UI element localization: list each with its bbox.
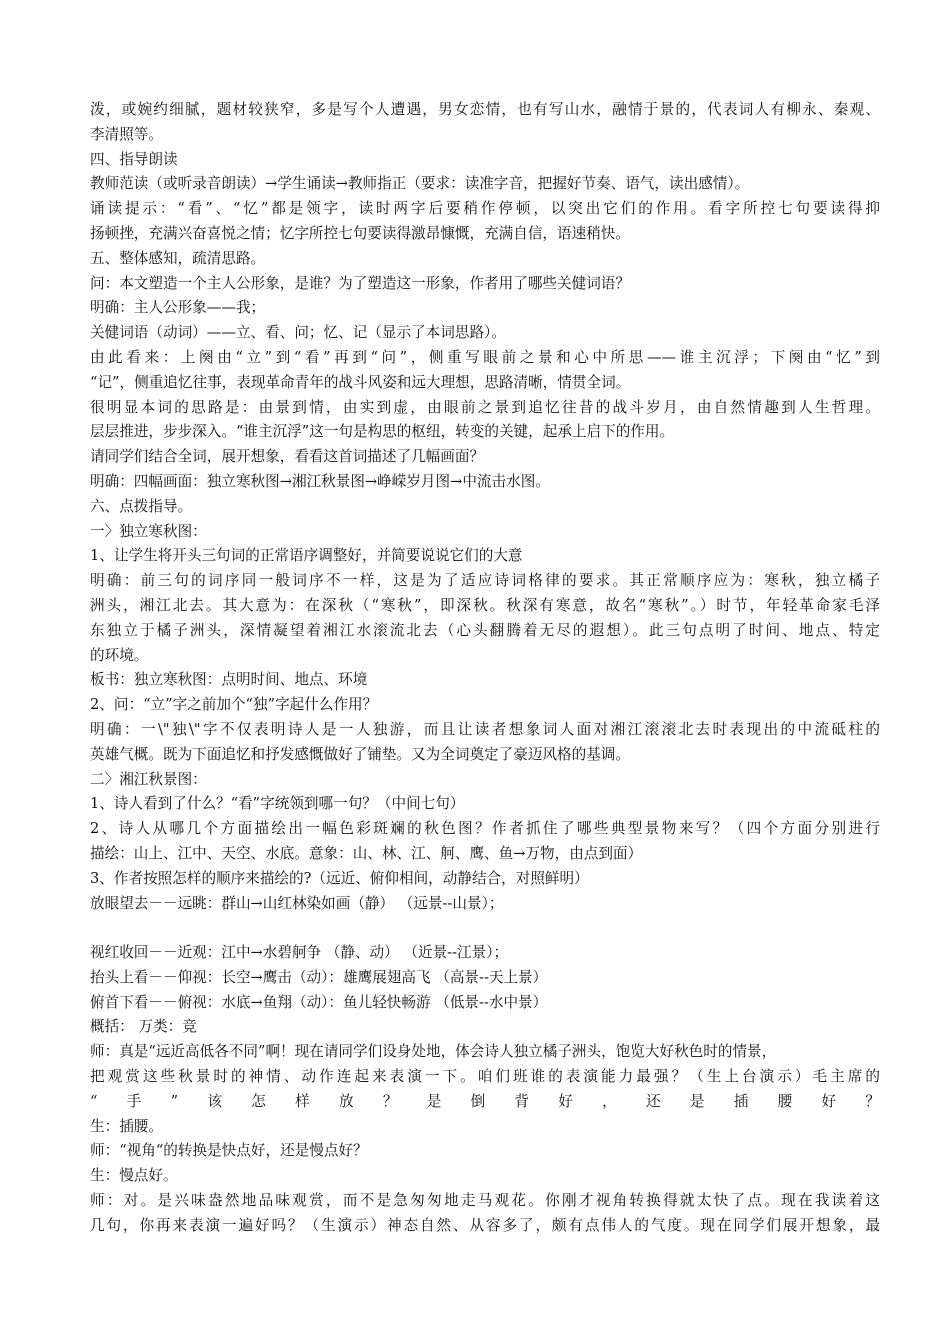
text-line: 五、整体感知，疏清思路。 — [90, 249, 266, 267]
text-line: 明确：四幅画面：独立寒秋图→湘江秋景图→峥嵘岁月图→中流击水图。 — [90, 472, 550, 490]
text-line: 放眼望去－－远眺：群山→山红林染如画（静） （远景--山景）； — [90, 894, 504, 912]
text-line: 洲头，湘江北去。其大意为：在深秋（“寒秋”，即深秋。秋深有寒意，故名“寒秋”。）时节，年轻革命家毛泽 — [90, 596, 880, 614]
text-line: 明确：一\"独\"字不仅表明诗人是一人独游，而且让读者想象词人面对湘江滚滚北去时表现出的中流砥柱的 — [90, 720, 880, 738]
text-line: 师：“视角“的转换是快点好，还是慢点好？ — [90, 1142, 368, 1160]
text-line: 明确：主人公形象——我； — [90, 299, 266, 317]
text-line: 师：对。是兴味盎然地品味观赏，而不是急匆匆地走马观花。你刚才视角转换得就太快了点。现在我读着这 — [90, 1192, 880, 1210]
text-line: 六、点拨指导。 — [90, 497, 193, 515]
text-line: 一〉独立寒秋图： — [90, 522, 207, 540]
text-line: 视红收回－－近观：江中→水碧舸争 （静、动） （近景--江景）； — [90, 944, 509, 962]
text-line: 2、问：“立”字之前加个“独”字起什么作用？ — [90, 696, 378, 714]
text-line: 1、让学生将开头三句词的正常语序调整好，并简要说说它们的大意 — [90, 547, 523, 565]
text-line: 二〉湘江秋景图： — [90, 770, 207, 788]
text-line: 请同学们结合全词，展开想象，看看这首词描述了几幅画面？ — [90, 448, 485, 466]
text-line: 抬头上看－－仰视：长空→鹰击（动）：雄鹰展翅高飞 （高景--天上景） — [90, 968, 548, 986]
text-line: 把观赏这些秋景时的神情、动作连起来表演一下。咱们班谁的表演能力最强？（生上台演示）毛主席的 — [90, 1068, 880, 1086]
text-line: 俯首下看－－俯视：水底→鱼翔（动）：鱼儿轻快畅游 （低景--水中景） — [90, 993, 548, 1011]
text-line: 的环境。 — [90, 646, 149, 664]
text-line: 四、指导朗读 — [90, 150, 178, 168]
text-line: 泼，或婉约细腻，题材较狭窄，多是写个人遭遇，男女恋情，也有写山水，融情于景的，代表词人有柳永、秦观、 — [90, 101, 880, 118]
blank-line — [90, 916, 880, 941]
document-body — [90, 98, 880, 1239]
text-line: 问：本文塑造一个主人公形象，是谁？为了塑造这一形象，作者用了哪些关健词语？ — [90, 274, 630, 292]
text-line: 教师范读（或听录音朗读）→学生诵读→教师指正（要求：读准字音，把握好节奏、语气，读出感情）。 — [90, 175, 750, 193]
text-line: 明确：前三句的词序同一般词序不一样，这是为了适应诗词格律的要求。其正常顺序应为：寒秋，独立橘子 — [90, 572, 880, 590]
text-line: 1、诗人看到了什么？“看”字统领到哪一句？（中间七句） — [90, 795, 465, 813]
text-line: 2、诗人从哪几个方面描绘出一幅色彩斑斓的秋色图？作者抓住了哪些典型景物来写？（四个方面分别进行 — [90, 820, 880, 838]
text-line: 几句，你再来表演一遍好吗？（生演示）神态自然、从容多了，颇有点伟人的气度。现在同学们展开想象，最 — [90, 1216, 880, 1234]
text-line: 师：真是“远近高低各不同”啊！现在请同学们设身处地，体会诗人独立橘子洲头，饱览大好秋色时的情景， — [90, 1043, 777, 1061]
text-line: 生：慢点好。 — [90, 1167, 178, 1185]
text-line: 描绘：山上、江中、天空、水底。意象：山、林、江、舸、鹰、鱼→万物，由点到面） — [90, 844, 643, 862]
text-line: 3、作者按照怎样的顺序来描绘的?（远近、俯仰相间，动静结合，对照鲜明） — [90, 869, 589, 887]
text-line: 概括： 万类：竞 — [90, 1018, 197, 1036]
text-line: “记”，侧重追忆往事，表现革命青年的战斗风姿和远大理想，思路清晰，情贯全词。 — [90, 373, 631, 391]
text-line: 很明显本词的思路是：由景到情，由实到虚，由眼前之景到追忆往昔的战斗岁月，由自然情趣到人生哲理。 — [90, 398, 880, 416]
text-line: 李清照等。 — [90, 125, 163, 143]
text-line: 生：插腰。 — [90, 1117, 163, 1135]
text-line: 关健词语（动词）——立、看、问；忆、记（显示了本词思路）。 — [90, 324, 506, 342]
text-line: 英雄气概。既为下面追忆和抒发感慨做好了铺垫。又为全词奠定了豪迈风格的基调。 — [90, 745, 630, 763]
text-line: “手”该怎样放？是倒背好，还是插腰好？ — [90, 1092, 880, 1110]
text-line: 由此看来：上阕由“立”到“看”再到“问”，侧重写眼前之景和心中所思——谁主沉浮；下阕由“忆”到 — [90, 348, 880, 366]
text-line: 扬顿挫，充满兴奋喜悦之情；忆字所控七句要读得激昂慷慨，充满自信，语速稍快。 — [90, 224, 630, 242]
text-line: 层层推进，步步深入。“谁主沉浮”这一句是构思的枢纽，转变的关键，起承上启下的作用。 — [90, 423, 675, 441]
text-line: 板书：独立寒秋图：点明时间、地点、环境 — [90, 671, 368, 689]
text-line: 东独立于橘子洲头，深情凝望着湘江水滚流北去（心头翻腾着无尽的遐想）。此三句点明了时间、地点、特定 — [90, 621, 880, 639]
text-line: 诵读提示：“看”、“忆”都是领字，读时两字后要稍作停顿，以突出它们的作用。看字所控七句要读得抑 — [90, 200, 880, 218]
